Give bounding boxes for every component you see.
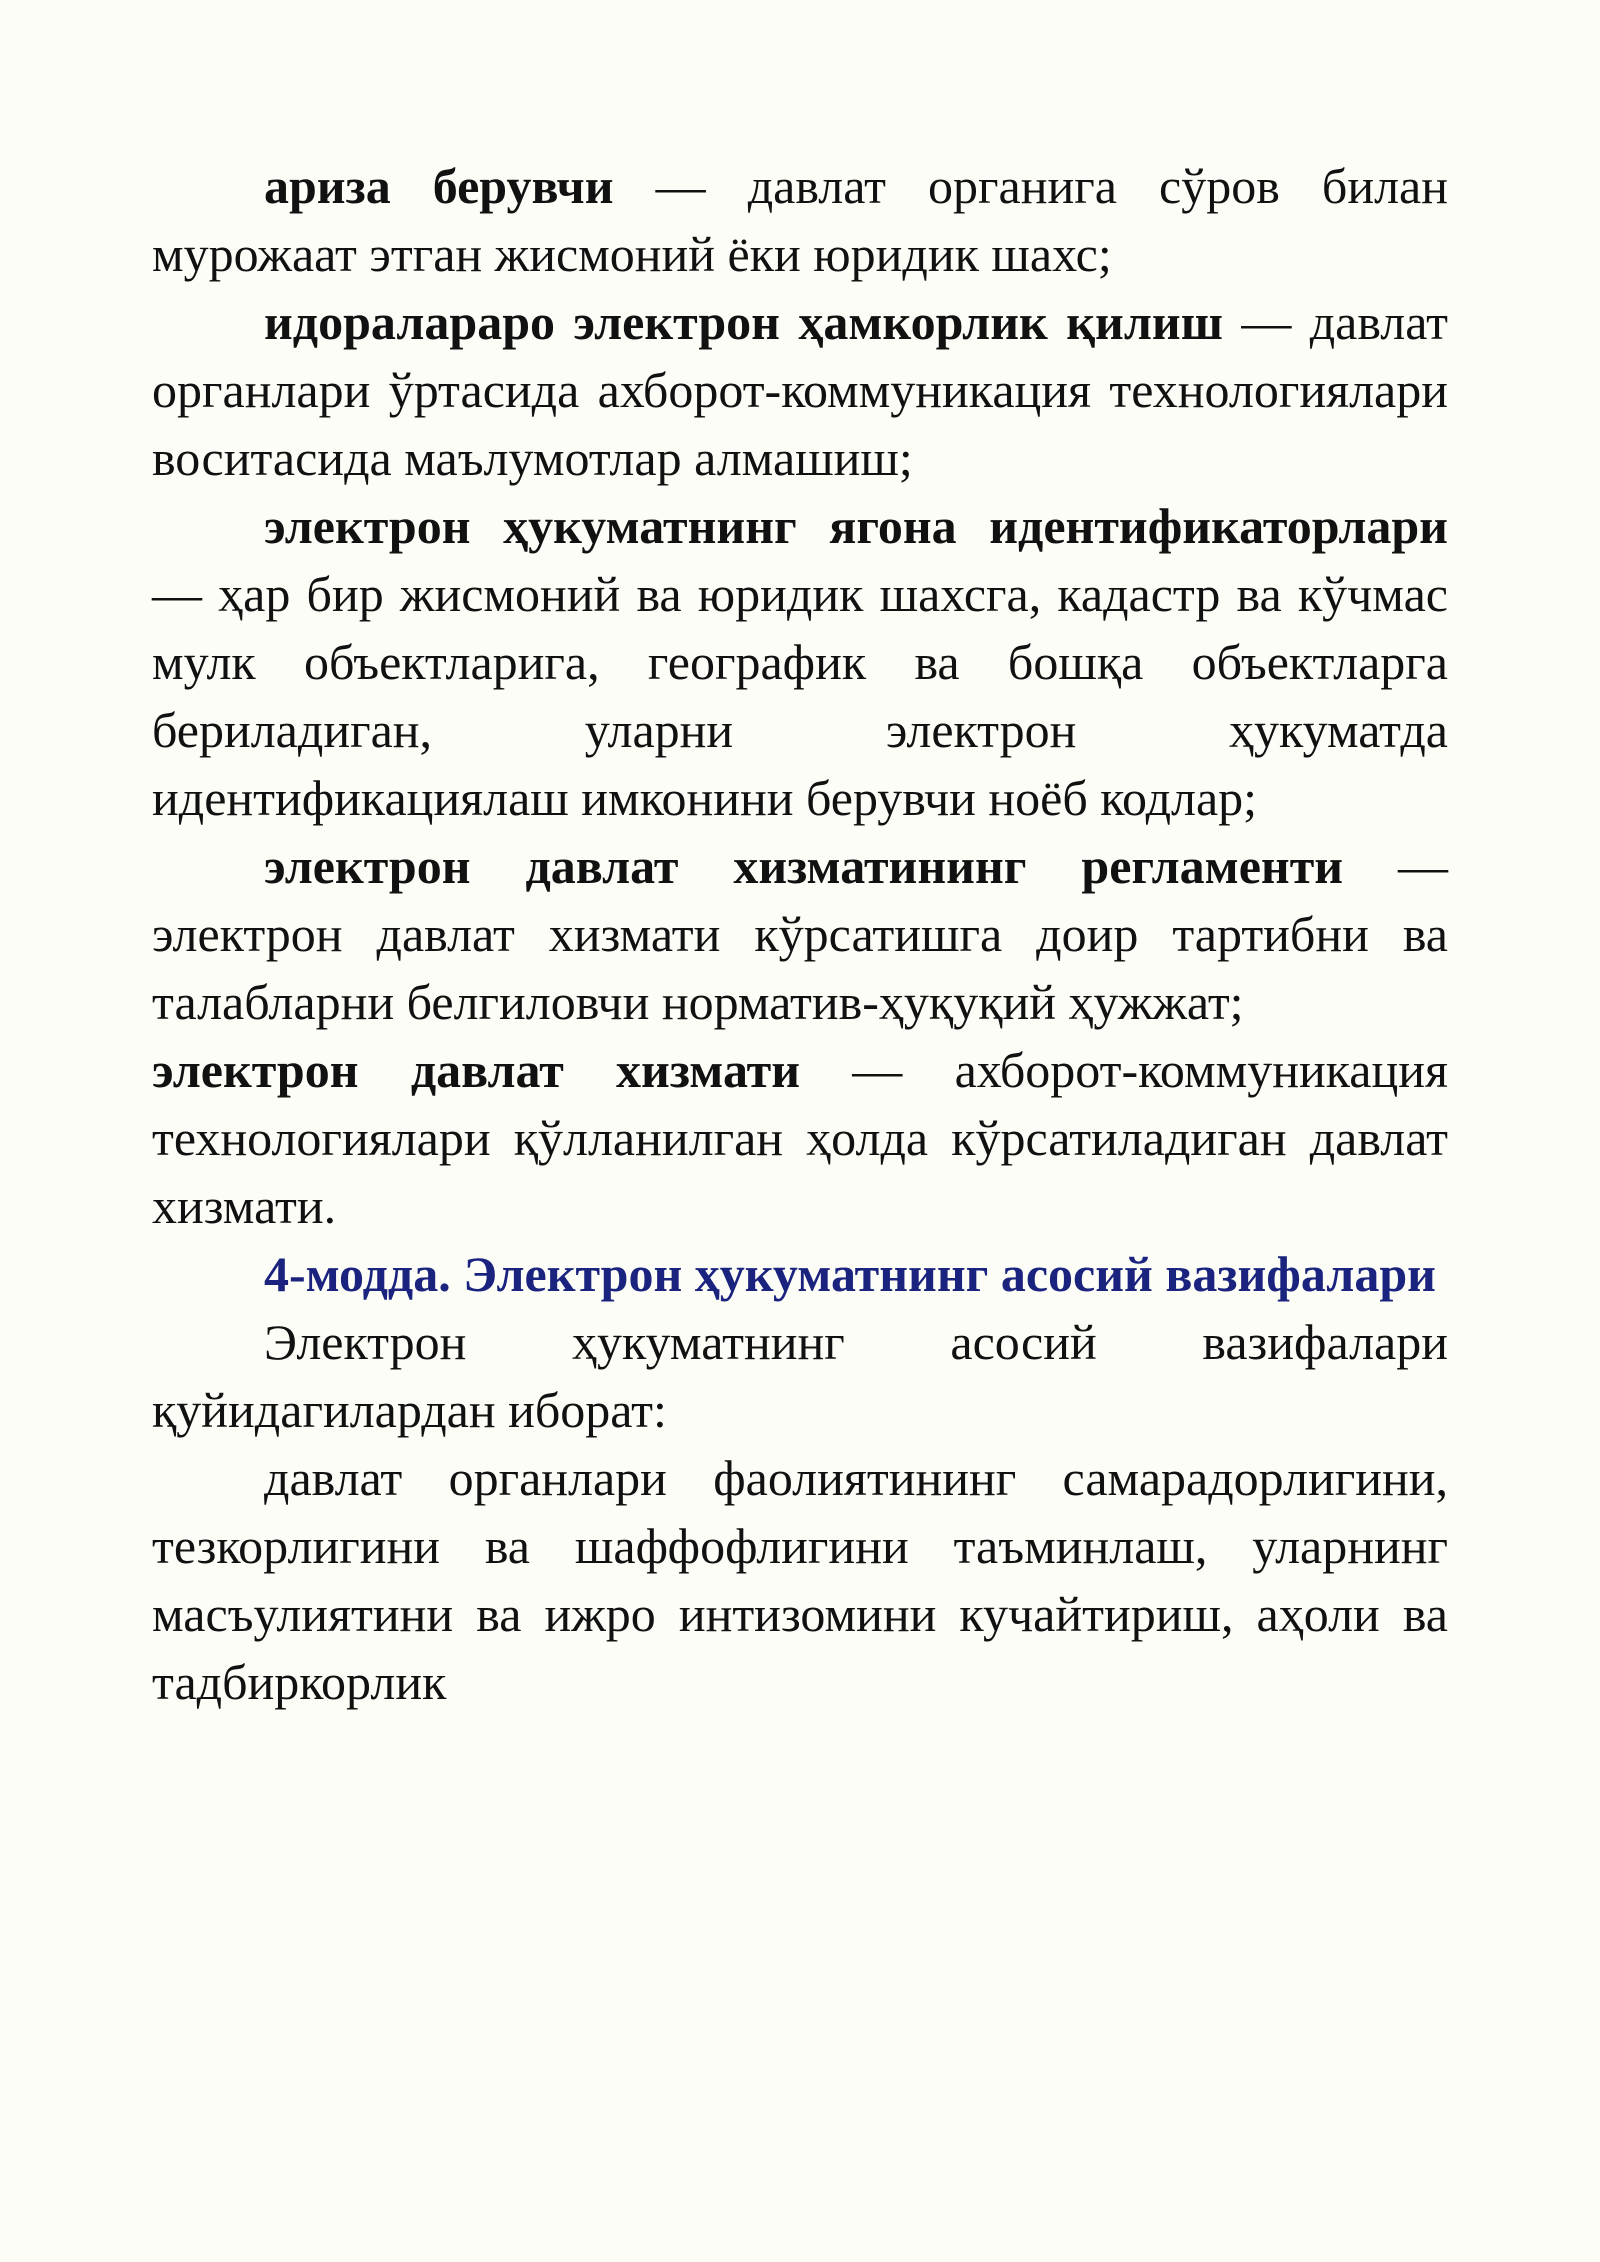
definition-text: — давлат органлари ўртасида ахборот-коммуникация технологиялари воситасида маълумотлар алмашиш; xyxy=(152,294,1448,486)
definition-text: — электрон давлат хизмати кўрсатишга доир тартибни ва талабларни белгиловчи норматив-ҳуқуқий ҳужжат; xyxy=(152,838,1448,1030)
definition-term: электрон давлат хизмати xyxy=(152,1042,801,1098)
definition-service-regulation xyxy=(152,832,1448,1036)
definition-electronic-service xyxy=(152,1036,1448,1240)
article-item-1: давлат органлари фаолиятининг самарадорлигини, тезкорлигини ва шаффофлигини таъминлаш, уларнинг масъулиятини ва ижро интизомини кучайтириш, аҳоли ва тадбиркорлик xyxy=(152,1450,1448,1710)
definition-text: — давлат органига сўров билан мурожаат этган жисмоний ёки юридик шахс; xyxy=(152,158,1448,282)
definition-text: — ахборот-коммуникация технологиялари қўлланилган ҳолда кўрсатиладиган давлат хизмати. xyxy=(152,1042,1448,1234)
definition-term: электрон ҳукуматнинг ягона идентификаторлари xyxy=(264,498,1448,554)
definition-term: ариза берувчи xyxy=(264,158,614,214)
document-page xyxy=(152,152,1448,1716)
article-intro: Электрон ҳукуматнинг асосий вазифалари қуйидагилардан иборат: xyxy=(152,1314,1448,1438)
definition-term: электрон давлат хизматининг регламенти xyxy=(264,838,1344,894)
definition-text: — ҳар бир жисмоний ва юридик шахсга, кадастр ва кўчмас мулк объектларига, географик ва бошқа объектларга бериладиган, уларни электрон ҳукуматда идентификациялаш имконини берувчи ноёб кодлар; xyxy=(152,566,1448,826)
definition-applicant xyxy=(152,152,1448,288)
definition-interagency-cooperation xyxy=(152,288,1448,492)
definition-unified-identifiers xyxy=(152,492,1448,832)
definition-term: идораларaро электрон ҳамкорлик қилиш xyxy=(264,294,1223,350)
article-heading: 4-модда. Электрон ҳукуматнинг асосий вазифалари xyxy=(264,1246,1436,1302)
